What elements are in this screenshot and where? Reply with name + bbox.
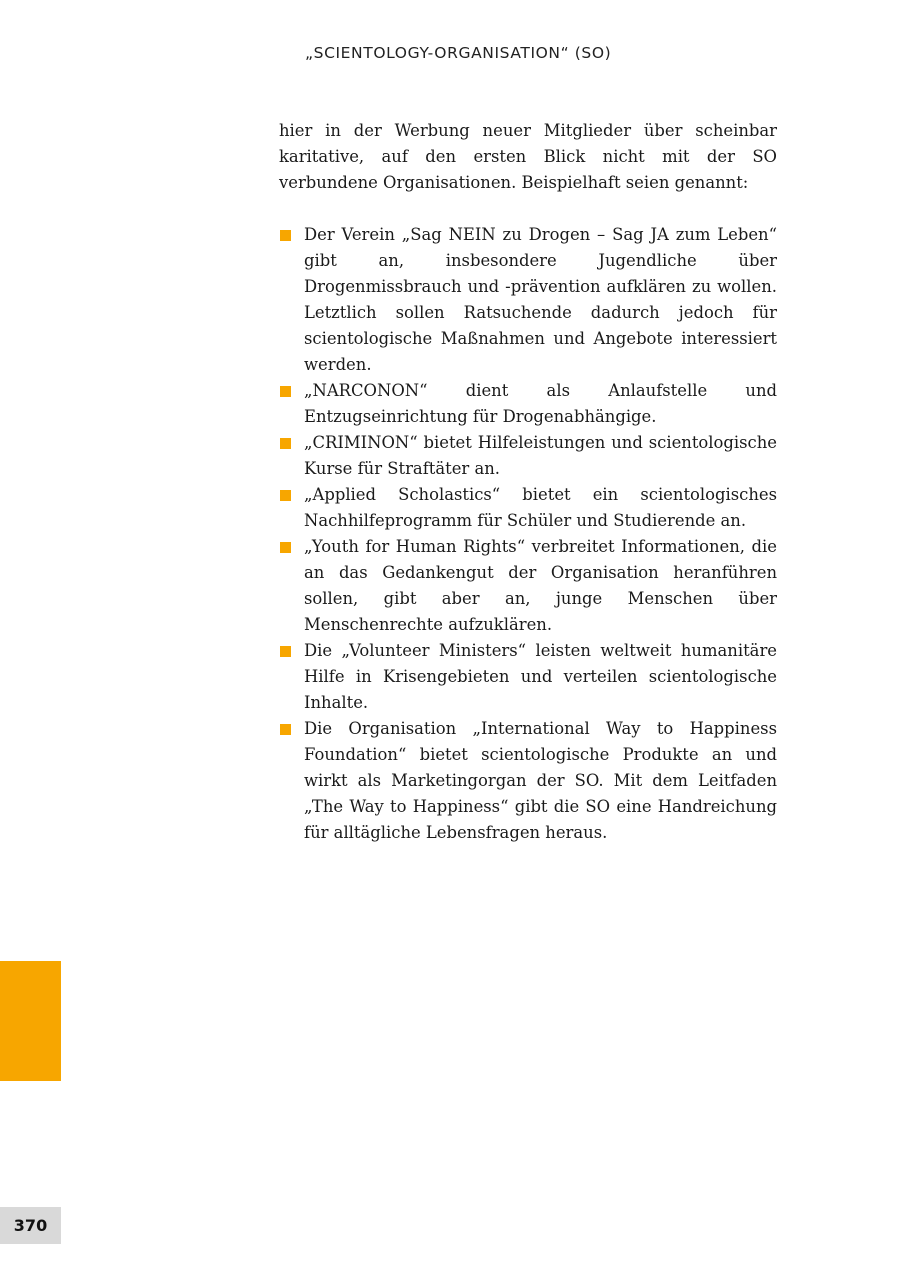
chapter-side-tab — [0, 961, 61, 1081]
bullet-square-icon — [280, 230, 291, 241]
bullet-square-icon — [280, 438, 291, 449]
list-item-text: Der Verein „Sag NEIN zu Drogen – Sag JA zum Leben“ gibt an, insbesondere Jugendliche über Drogenmissbrauch und -prävention aufklären zu wollen. Letztlich sollen Ratsuchende dadurch jedoch für scientologische Maßnahmen und Angebote interessiert werden. — [304, 225, 777, 374]
list-item — [279, 638, 777, 716]
list-item — [279, 430, 777, 482]
list-item-text: Die Organisation „International Way to Happiness Foundation“ bietet scientologische Produkte an und wirkt als Marketingorgan der SO. Mit dem Leitfaden „The Way to Happiness“ gibt die SO eine Handreichung für alltägliche Lebensfragen heraus. — [304, 719, 777, 842]
list-item — [279, 716, 777, 846]
bullet-square-icon — [280, 724, 291, 735]
intro-paragraph: hier in der Werbung neuer Mitglieder über scheinbar karitative, auf den ersten Blick nicht mit der SO verbundene Organisationen. Beispielhaft seien genannt: — [279, 121, 777, 192]
bullet-square-icon — [280, 490, 291, 501]
bullet-list — [279, 222, 777, 846]
main-text — [279, 118, 777, 846]
list-item-text: „CRIMINON“ bietet Hilfeleistungen und scientologische Kurse für Straftäter an. — [304, 433, 777, 478]
bullet-square-icon — [280, 542, 291, 553]
list-item — [279, 222, 777, 378]
list-item-text: „Youth for Human Rights“ verbreitet Informationen, die an das Gedankengut der Organisation heranführen sollen, gibt aber an, junge Menschen über Menschenrechte aufzuklären. — [304, 537, 777, 634]
bullet-square-icon — [280, 646, 291, 657]
running-header: „SCIENTOLOGY-ORGANISATION“ (SO) — [305, 44, 612, 62]
list-item-text: Die „Volunteer Ministers“ leisten weltweit humanitäre Hilfe in Krisengebieten und verteilen scientologische Inhalte. — [304, 641, 777, 712]
page-number: 370 — [0, 1207, 61, 1244]
list-item-text: „Applied Scholastics“ bietet ein scientologisches Nachhilfeprogramm für Schüler und Studierende an. — [304, 485, 777, 530]
list-item — [279, 482, 777, 534]
list-item — [279, 378, 777, 430]
list-item-text: „NARCONON“ dient als Anlaufstelle und Entzugseinrichtung für Drogenabhängige. — [304, 381, 777, 426]
bullet-square-icon — [280, 386, 291, 397]
list-item — [279, 534, 777, 638]
